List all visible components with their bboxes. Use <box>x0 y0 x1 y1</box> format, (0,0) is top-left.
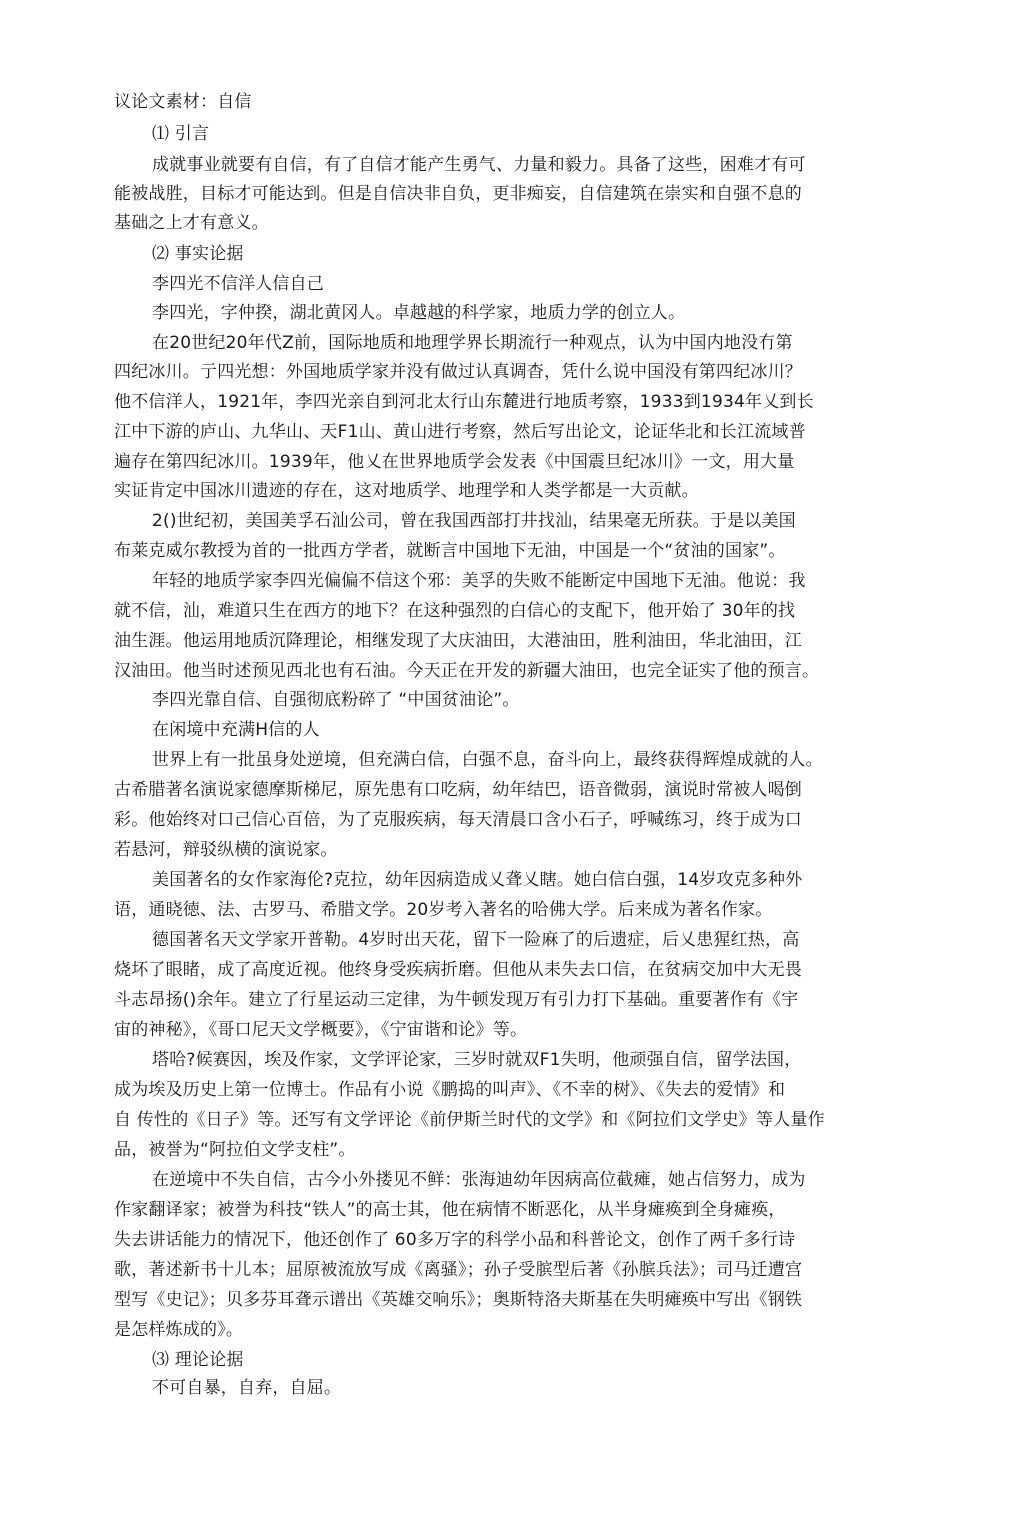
text-line: 成为埃及历史上第一位博士。作品有小说《鹏捣的叫声》、《不幸的树》、《失去的爱情》和 <box>114 1080 786 1100</box>
text-line: 李四光靠自信、自强彻底粉碎了 “中国贫油论”。 <box>152 690 520 710</box>
text-line: 遍存在第四纪冰川。1939年，他乂在世界地质学会发表《中国震旦纪冰川》一文，用大量 <box>114 452 795 472</box>
text-line: 基础之上才有意义。 <box>114 213 269 233</box>
text-line: 德国著名天文学家开普勒。4岁时出天花，留下一险麻了的后遗症，后乂患猩红热，高 <box>152 930 800 950</box>
text-line: 斗志昂扬()余年。建立了行星运动三定律，为牛顿发现万有引力打下基础。重要著作有《宇 <box>114 990 799 1010</box>
text-line: 是怎样炼成的》。 <box>114 1320 244 1340</box>
text-line: 语，通晓徳、法、古罗马、希腊文学。20岁考入著名的哈佛大学。后来成为著名作家。 <box>114 900 773 920</box>
text-line: 塔哈?候赛因，埃及作家，文学评论家，三岁时就双F1失明，他顽强自信，留学法国， <box>152 1050 802 1070</box>
text-line: ⑴ 引言 <box>152 124 210 144</box>
text-line: 汉油田。他当时述预见西北也有石油。今天正在开发的新疆大油田，也完全证实了他的预言。 <box>114 661 820 681</box>
text-line: 实证肯定中国冰川遗迹的存在，这对地质学、地理学和人类学都是一大贡献。 <box>114 481 699 501</box>
text-line: 彩。他始终对口己信心百倍，为了克服疾病，每天清晨口含小石子，呼喊练习，终于成为口 <box>114 810 802 830</box>
document-title: 议论文素材：自信 <box>114 92 252 112</box>
text-line: 江中下游的庐山、九华山、天F1山、黄山进行考察，然后写出论文，论证华北和长江流域普 <box>114 422 806 442</box>
text-line: 歌，著述新书十儿本；屈原被流放写成《离骚》；孙子受膑型后著《孙膑兵法》；司马迁遭宫 <box>114 1260 803 1280</box>
text-line: 古希腊著名演说家德摩斯梯尼，原先患有口吃病，幼年结巴，语音微弱，演说时常被人喝倒 <box>114 780 802 800</box>
text-line: 若悬河，辩驳纵横的演说家。 <box>114 840 338 860</box>
text-line: ⑵ 事实论据 <box>152 244 244 264</box>
text-line: 自 传性的《日子》等。还写有文学评论《前伊斯兰时代的文学》和《阿拉们文学史》等人量作 <box>114 1110 825 1130</box>
text-line: 在闲境中充满H信的人 <box>152 720 320 740</box>
text-line: 宙的神秘》，《哥口尼天文学概要》，《宁宙谐和论》等。 <box>114 1020 528 1040</box>
text-line: ⑶ 理论论据 <box>152 1350 244 1370</box>
text-line: 2()世纪初，美国美孚石汕公司，曾在我国西部打井找汕，结果毫无所获。于是以美国 <box>152 511 796 531</box>
text-line: 作家翻译家；被誉为科技“铁人”的高士其，他在病情不断恶化，从半身瘫痪到全身瘫痪， <box>114 1200 786 1220</box>
text-line: 失去讲话能力的情况下，他还创作了 60多万字的科学小品和科普论文，创作了两千多行诗 <box>114 1230 796 1250</box>
text-line: 世界上有一批虽身处逆境，但充满白信，白强不息，奋斗向上，最终获得辉煌成就的人。 <box>152 750 823 770</box>
text-line: 品，被誉为“阿拉伯文学支柱”。 <box>114 1140 356 1160</box>
text-line: 能被战胜，目标才可能达到。但是自信决非自负，更非痴妄，自信建筑在崇实和自强不息的 <box>114 184 802 204</box>
text-line: 型写《史记》；贝多芬耳聋示谱出《英雄交响乐》；奥斯特洛夫斯基在失明瘫痪中写出《钢铁 <box>114 1290 803 1310</box>
text-line: 美国著名的女作家海伦?克拉，幼年因病造成乂聋乂瞎。她白信白强，14岁攻克多种外 <box>152 870 803 890</box>
text-line: 李四光，字仲揆，湖北黄冈人。卓越越的科学家，地质力学的创立人。 <box>152 303 686 323</box>
text-line: 油生涯。他运用地质沉降理论，相继发现了大庆油田，大港油田，胜利油田，华北油田，江 <box>114 631 802 651</box>
text-line: 布莱克威尔教授为首的一批西方学者，就断言中国地下无油，中国是一个“贫油的国家”。 <box>114 541 786 561</box>
text-line: 就不信，汕，难道只生在西方的地下？在这种强烈的白信心的支配下，他开始了 30年的找 <box>114 601 796 621</box>
text-line: 在逆境中不失自信，古今小外搂见不鲜：张海迪幼年因病高位截瘫，她占信努力，成为 <box>152 1170 806 1190</box>
text-line: 在20世纪20年代Z前，国际地质和地理学界长期流行一种观点，认为中国内地没冇第 <box>152 333 793 353</box>
text-line: 年轻的地质学家李四光偏偏不信这个邪：美孚的失败不能断定中国地下无油。他说：我 <box>152 571 806 591</box>
text-line: 李四光不信洋人信自己 <box>152 274 324 294</box>
text-line: 四纪冰川。亍四光想：外国地质学家并没有做过认真调杳，凭什么说中国没有第四纪冰川？ <box>114 362 802 382</box>
text-line: 不可自暴，自弃，自屈。 <box>152 1378 342 1398</box>
text-line: 烧坏了眼睹，成了高度近视。他终身受疾病折磨。但他从耒失去口信，在贫病交加中大无畏 <box>114 960 802 980</box>
text-line: 成就事业就要有自信，有了自信才能产生勇气、力量和毅力。具备了这些，困难才有可 <box>152 155 806 175</box>
text-line: 他不信洋人，1921年，李四光亲自到河北太行山东麓进行地质考察，1933到1934年乂到长 <box>114 392 814 412</box>
